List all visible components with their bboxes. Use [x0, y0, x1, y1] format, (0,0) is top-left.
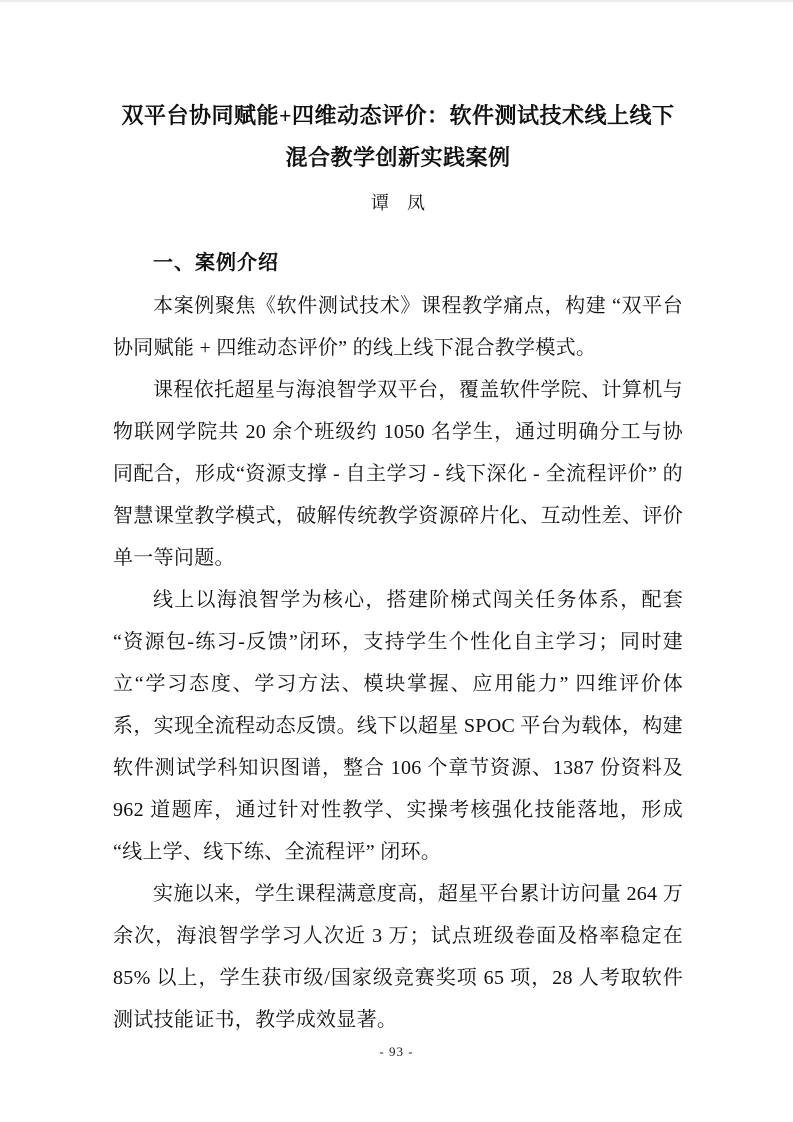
- page-top-edge: [0, 0, 793, 2]
- document-title-line-1: 双平台协同赋能+四维动态评价：软件测试技术线上线下: [121, 103, 675, 128]
- paragraph-4: 实施以来，学生课程满意度高，超星平台累计访问量 264 万余次，海浪智学学习人次近 3 万；试点班级卷面及格率稳定在 85% 以上，学生获市级/国家级竞赛奖项 65 项，28 人考取软件测试技能证书，教学成效显著。: [113, 883, 683, 1031]
- paragraph-2: 课程依托超星与海浪智学双平台，覆盖软件学院、计算机与物联网学院共 20 余个班级约 1050 名学生，通过明确分工与协同配合，形成“资源支撑 - 自主学习 - 线下深化 - 全流程评价” 的智慧课堂教学模式，破解传统教学资源碎片化、互动性差、评价单一等问题。: [113, 379, 683, 569]
- paragraph-3: 线上以海浪智学为核心，搭建阶梯式闯关任务体系，配套 “资源包-练习-反馈”闭环，支持学生个性化自主学习；同时建立“学习态度、学习方法、模块掌握、应用能力” 四维评价体系，实现全流程动态反馈。线下以超星 SPOC 平台为载体，构建软件测试学科知识图谱，整合 106 个章节资源、1387 份资料及 962 道题库，通过针对性教学、实操考核强化技能落地，形成 “线上学、线下练、全流程评” 闭环。: [113, 589, 683, 863]
- document-title-line-2: 混合教学创新实践案例: [285, 145, 511, 170]
- author-name: 谭 凤: [371, 193, 425, 213]
- paragraph-1: 本案例聚焦《软件测试技术》课程教学痛点，构建 “双平台协同赋能 + 四维动态评价” 的线上线下混合教学模式。: [113, 295, 683, 359]
- section-heading: 一、案例介绍: [153, 252, 279, 274]
- page-number: - 93 -: [379, 1044, 414, 1059]
- document-body: [113, 285, 683, 1041]
- document-title: [113, 95, 683, 179]
